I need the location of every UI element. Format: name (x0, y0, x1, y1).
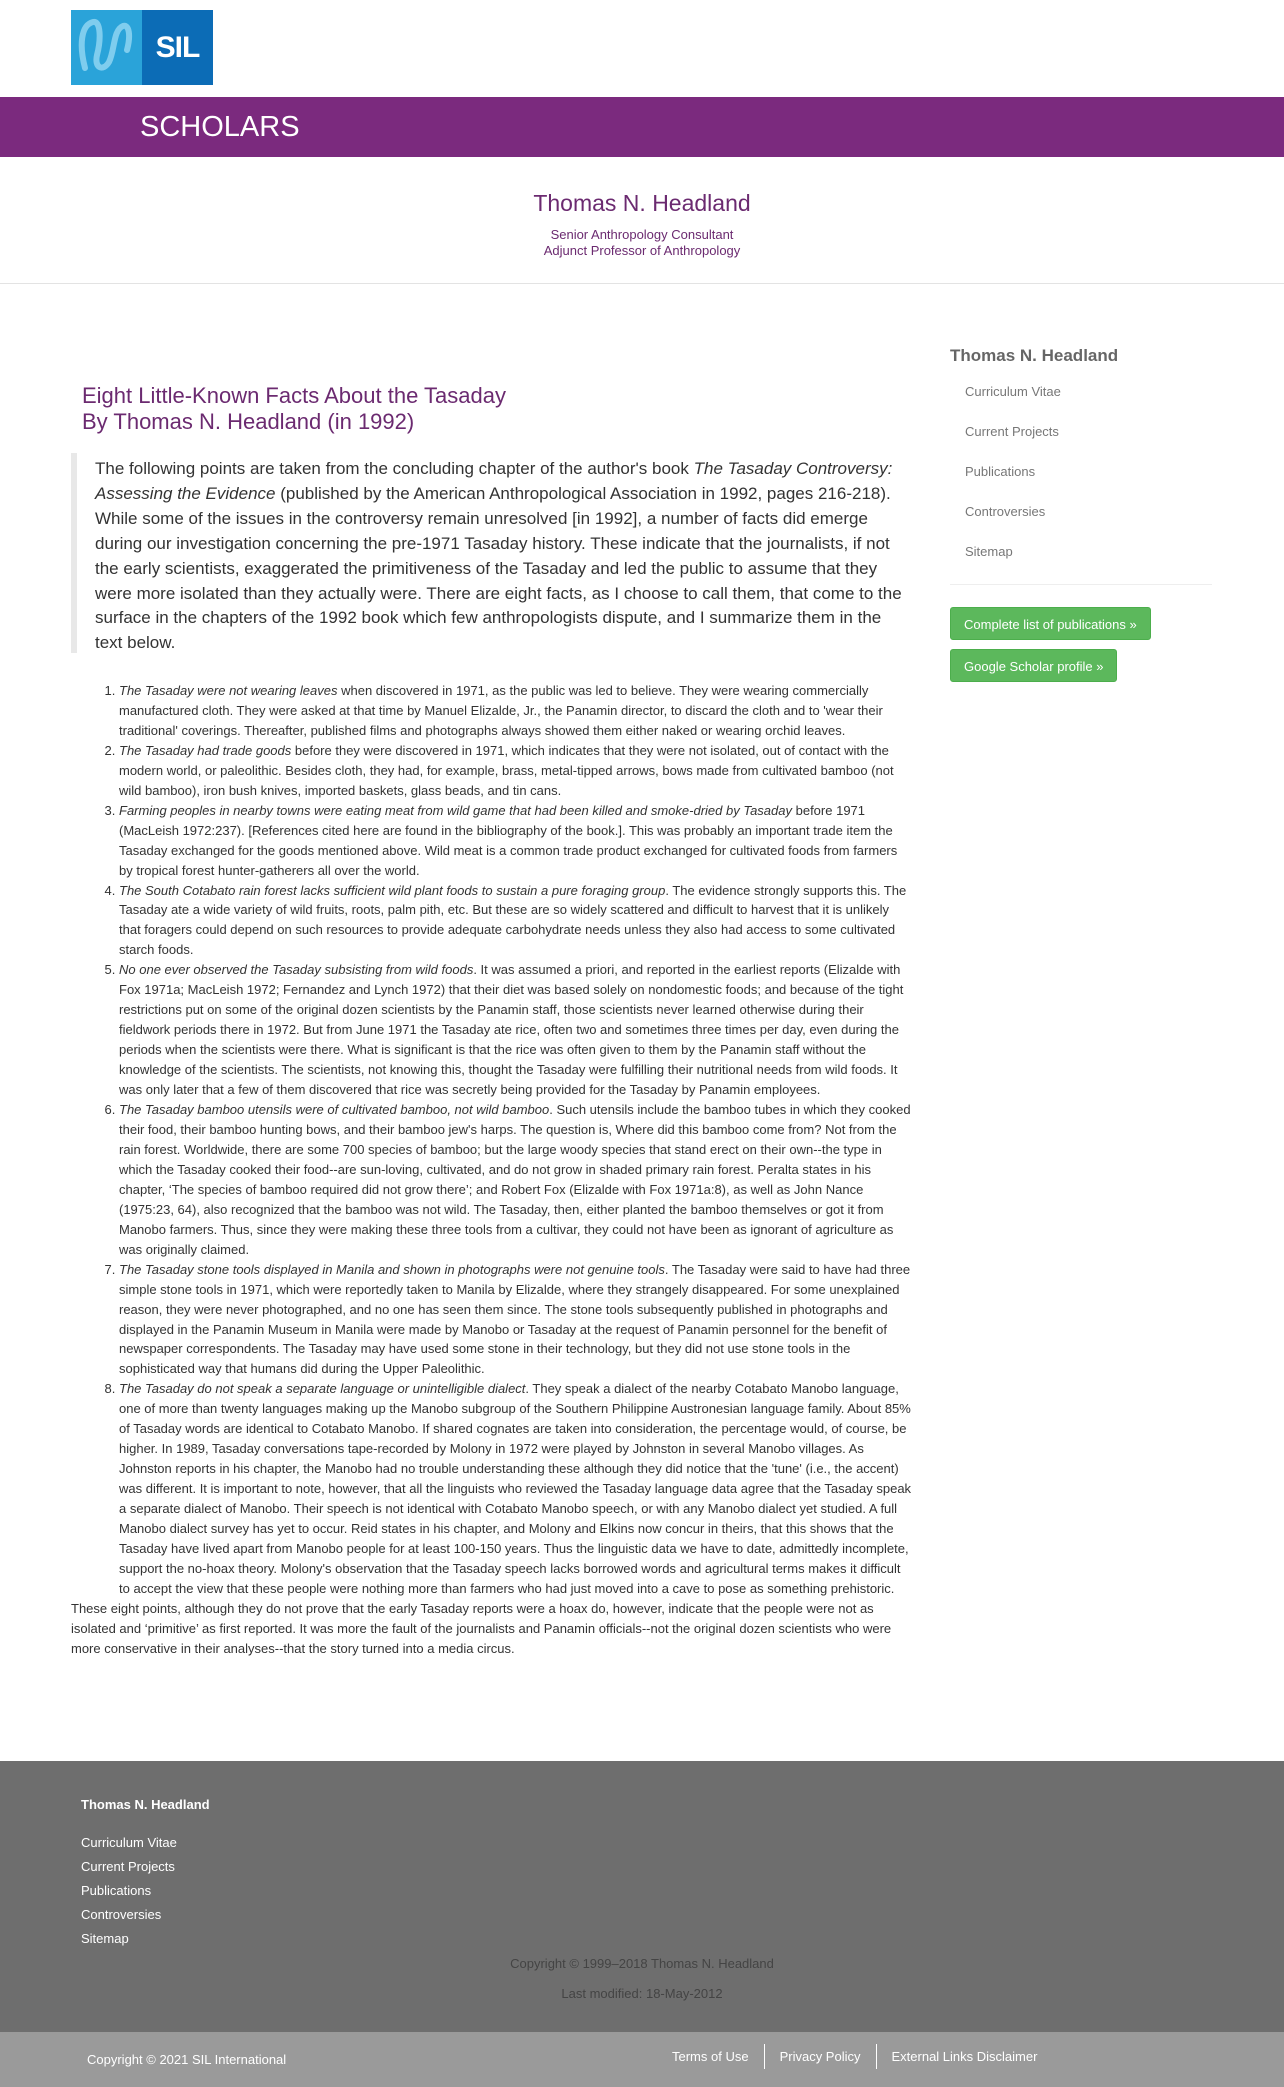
fact-lead: The Tasaday do not speak a separate language or unintelligible dialect (119, 1381, 526, 1397)
footer (0, 1761, 1284, 2032)
fact-text: . They speak a dialect of the nearby Cotabato Manobo language, one of more than twenty languages making up the Manobo subgroup of the Southern Philippine Austronesian language family. About 85% of Tasaday words are identical to Cotabato Manobo. If shared cognates are taken into consideration, the percentage would, of course, be higher. In 1989, Tasaday conversations tape-recorded by Molony in 1972 were played by Johnston in several Manobo villages. As Johnston reports in his chapter, the Manobo had no trouble understanding these although they did notice that the 'tune' (i.e., the accent) was different. It is important to note, however, that all the linguists who reviewed the Tasaday language data agree that the Tasaday speak a separate dialect of Manobo. Their speech is not identical with Cotabato Manobo speech, or with any Manobo dialect yet studied. A full Manobo dialect survey has yet to occur. Reid states in his chapter, and Molony and Elkins now concur in theirs, that this shows that the Tasaday have lived apart from Manobo people for at least 100-150 years. Thus the linguistic data we have to date, admittedly incomplete, support the no-hoax theory. Molony's observation that the Tasaday speech lacks borrowed words and agricultural terms makes it difficult to accept the view that these people were nothing more than farmers who had just moved into a cave to pose as something prehistoric. (119, 1381, 912, 1596)
bottom-copyright: Copyright © 2021 SIL International (87, 2052, 287, 2067)
profile-title-2: Adjunct Professor of Anthropology (543, 243, 741, 258)
sil-logo[interactable] (71, 10, 213, 85)
fact-item (119, 881, 913, 961)
sidebar-item-current-projects[interactable]: Current Projects (965, 424, 1059, 439)
fact-lead: The Tasaday were not wearing leaves (119, 683, 338, 698)
article-intro (71, 453, 913, 653)
fact-item (119, 1379, 913, 1598)
intro-book-title: The Tasaday Controversy: Assessing the Evidence (95, 459, 893, 503)
fact-lead: The Tasaday stone tools displayed in Manila and shown in photographs were not genuine tools (119, 1261, 665, 1277)
section-title[interactable]: SCHOLARS (140, 111, 300, 143)
fact-text: . The evidence strongly supports this. The Tasaday ate a wide variety of wild fruits, roots, palm pith, etc. But these are so widely scattered and difficult to harvest that it is unlikely that foragers could depend on such resources to provide adequate carbohydrate needs unless they also had access to some cultivated starch foods. (119, 882, 907, 958)
sidebar (950, 342, 1212, 682)
footer-name: Thomas N. Headland (81, 1797, 210, 1812)
sil-logo-mark (71, 10, 142, 85)
profile-title-1: Senior Anthropology Consultant (550, 227, 734, 242)
article-title (71, 383, 913, 435)
fact-text: . Such utensils include the bamboo tubes in which they cooked their food, their bamboo hunting bows, and their bamboo jew's harps. The question is, Where did this bamboo come from? Not from the rain forest. Worldwide, there are some 700 species of bamboo; but the large woody species that stand erect on their own--the type in which the Tasaday cooked their food--are sun-loving, cultivated, and do not grow in shaded primary rain forest. Peralta states in his chapter, ‘The species of bamboo required did not grow there’; and Robert Fox (Elizalde with Fox 1971a:8), as well as John Nance (1975:23, 64), also recognized that the bamboo was not wild. The Tasaday, then, either planted the bamboo themselves or got it from Manobo farmers. Thus, since they were making these three tools from a cultivar, they could not have been as ignorant of agriculture as was originally claimed. (119, 1102, 911, 1257)
terms-of-use-link[interactable]: Terms of Use (672, 2049, 749, 2064)
article-closing: These eight points, although they do not prove that the early Tasaday reports were a hoax do, however, indicate that the people were not as isolated and ‘primitive’ as first reported. It was more the fault of the journalists and Panamin officials--not the original dozen scientists who were more conservative in their analyses--that the story turned into a media circus. (71, 1600, 892, 1656)
sidebar-buttons (950, 607, 1212, 682)
footer-last-modified: Last modified: 18-May-2012 (561, 1986, 723, 2001)
fact-text: before 1971 (MacLeish 1972:237). [References cited here are found in the bibliography of the book.]. This was probably an important trade item the Tasaday exchanged for the goods mentioned above. Wild meat is a common trade product exchanged for cultivated foods from farmers by tropical forest hunter-gatherers all over the world. (119, 802, 898, 878)
footer-link-current-projects[interactable]: Current Projects (81, 1859, 175, 1874)
sidebar-nav (950, 384, 1212, 584)
fact-text: . The Tasaday were said to have had three simple stone tools in 1971, which were reportedly taken to Manila by Elizalde, where they strangely disappeared. For some unexplained reason, they were never photographed, and no one has seen them since. The stone tools subsequently published in photographs and displayed in the Panamin Museum in Manila were made by Manobo or Tasaday at the request of Panamin personnel for the benefit of newspaper correspondents. The Tasaday may have used some stone in their technology, but they did not use stone tools in the sophisticated way that humans did during the Upper Paleolithic. (119, 1261, 911, 1377)
sidebar-item-controversies[interactable]: Controversies (965, 504, 1046, 519)
fact-lead: The Tasaday had trade goods (119, 742, 292, 758)
profile-titles (0, 227, 1284, 259)
fact-text: when discovered in 1971, as the public was led to believe. They were wearing commercially manufactured cloth. They were asked at that time by Manuel Elizalde, Jr., the Panamin director, to discard the cloth and to 'wear their traditional' coverings. Thereafter, published films and photographs always showed them either naked or wearing orchid leaves. (119, 683, 883, 738)
sidebar-divider (950, 584, 1212, 585)
privacy-policy-link[interactable]: Privacy Policy (764, 2044, 876, 2069)
footer-nav (81, 1835, 177, 1955)
sil-logo-text: SIL (142, 10, 213, 85)
article-title-line-1: Eight Little-Known Facts About the Tasaday (82, 383, 506, 408)
google-scholar-button[interactable]: Google Scholar profile » (950, 649, 1117, 682)
external-links-disclaimer-link[interactable]: External Links Disclaimer (876, 2044, 1053, 2069)
divider (0, 283, 1284, 284)
sidebar-item-sitemap[interactable]: Sitemap (965, 544, 1013, 559)
intro-text-after: (published by the American Anthropological Association in 1992, pages 216-218). While some of the issues in the controversy remain unresolved [in 1992], a number of facts did emerge during our investigation concerning the pre-1971 Tasaday history. These indicate that the journalists, if not the early scientists, exaggerated the primitiveness of the Tasaday and led the public to assume that they were more isolated than they actually were. There are eight facts, as I choose to call them, that come to the surface in the chapters of the 1992 book which few anthropologists dispute, and I summarize them in the text below. (95, 483, 902, 653)
fact-item (119, 1260, 913, 1380)
sidebar-title: Thomas N. Headland (950, 346, 1119, 365)
article-title-line-2: By Thomas N. Headland (in 1992) (82, 409, 415, 434)
fact-lead: No one ever observed the Tasaday subsisting from wild foods (119, 962, 474, 978)
footer-link-controversies[interactable]: Controversies (81, 1907, 162, 1922)
facts-list (71, 681, 913, 1599)
bottom-links (657, 2044, 1052, 2069)
fact-text: before they were discovered in 1971, which indicates that they were not isolated, out of contact with the modern world, or paleolithic. Besides cloth, they had, for example, brass, metal-tipped arrows, bows made from cultivated bamboo (not wild bamboo), iron bush knives, imported baskets, glass beads, and tin cans. (119, 742, 894, 798)
footer-link-publications[interactable]: Publications (81, 1883, 152, 1898)
fact-item (119, 681, 913, 741)
intro-text-before: The following points are taken from the concluding chapter of the author's book (95, 459, 694, 478)
article (71, 383, 913, 1659)
fact-item (119, 960, 913, 1100)
fact-item (119, 801, 913, 881)
fact-text: . It was assumed a priori, and reported in the earliest reports (Elizalde with Fox 1971a; MacLeish 1972; Fernandez and Lynch 1972) that their diet was based solely on nondomestic foods; and because of the tight restrictions put on some of the original dozen scientists by the Panamin staff, those scientists never learned otherwise during their fieldwork periods there in 1972. But from June 1971 the Tasaday ate rice, often two and sometimes three times per day, even during the periods when the scientists were there. What is significant is that the rice was often given to them by the Panamin staff without the knowledge of the scientists. The scientists, not knowing this, thought the Tasaday were fulfilling their nutritional needs from wild foods. It was only later that a few of them discovered that rice was secretly being provided for the Tasaday by Panamin employees. (119, 962, 904, 1098)
footer-link-curriculum-vitae[interactable]: Curriculum Vitae (81, 1835, 177, 1850)
fact-item (119, 741, 913, 801)
publications-list-button[interactable]: Complete list of publications » (950, 607, 1151, 640)
fact-lead: Farming peoples in nearby towns were eating meat from wild game that had been killed and smoke-dried by Tasaday (119, 802, 792, 818)
footer-copyright: Copyright © 1999–2018 Thomas N. Headland (510, 1956, 774, 1971)
section-banner (0, 97, 1284, 157)
sidebar-item-curriculum-vitae[interactable]: Curriculum Vitae (965, 384, 1061, 399)
sidebar-item-publications[interactable]: Publications (965, 464, 1036, 479)
footer-link-sitemap[interactable]: Sitemap (81, 1931, 129, 1946)
fact-lead: The South Cotabato rain forest lacks sufficient wild plant foods to sustain a pure foraging group (119, 882, 666, 898)
profile-name: Thomas N. Headland (533, 190, 751, 216)
profile-header (0, 190, 1284, 259)
bottom-bar (0, 2032, 1284, 2087)
fact-lead: The Tasaday bamboo utensils were of cultivated bamboo, not wild bamboo (119, 1102, 550, 1118)
fact-item (119, 1100, 913, 1260)
